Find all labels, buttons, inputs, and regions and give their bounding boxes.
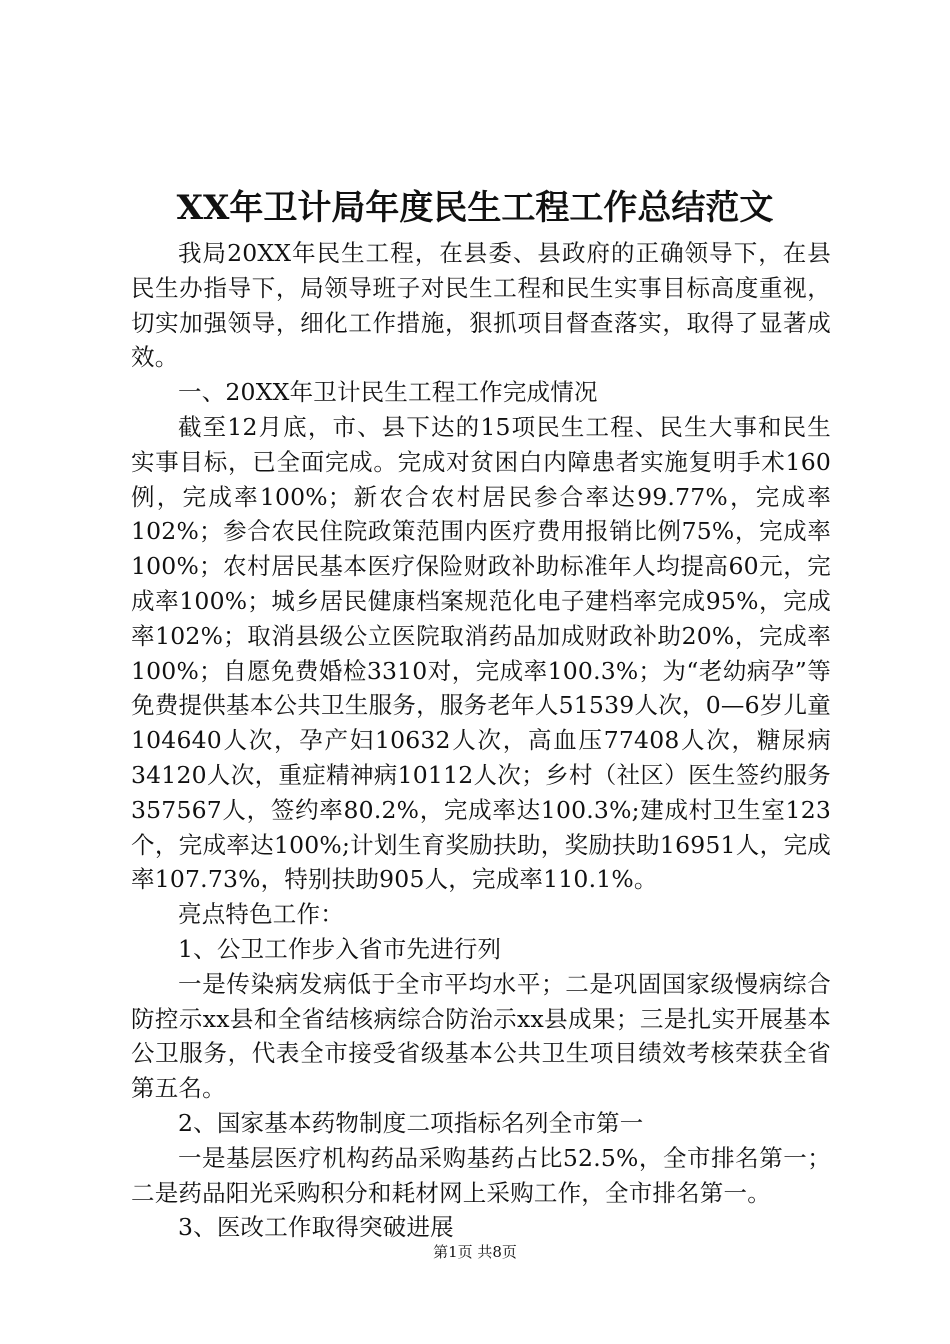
paragraph-intro: 我局20XX年民生工程，在县委、县政府的正确领导下，在县民生办指导下，局领导班子对民生工程和民生实事目标高度重视，切实加强领导，细化工作措施，狠抓项目督查落实，取得了显著成效。 xyxy=(131,239,831,372)
subheading-3: 3、医改工作取得突破进展 xyxy=(178,1213,454,1242)
document-title: XX年卫计局年度民生工程工作总结范文 xyxy=(176,188,774,228)
document-body xyxy=(131,236,831,1245)
page-number-footer: 第1页 共8页 xyxy=(433,1243,517,1261)
paragraph-drug-system: 一是基层医疗机构药品采购基药占比52.5%，全市排名第一；二是药品阳光采购积分和耗材网上采购工作，全市排名第一。 xyxy=(131,1143,831,1207)
section-heading-highlights: 亮点特色工作： xyxy=(178,900,344,929)
subheading-1: 1、公卫工作步入省市先进行列 xyxy=(178,934,502,963)
paragraph-public-health: 一是传染病发病低于全市平均水平；二是巩固国家级慢病综合防控示xx县和全省结核病综合防治示xx县成果；三是扎实开展基本公卫服务，代表全市接受省级基本公共卫生项目绩效考核荣获全省第五名。 xyxy=(131,969,831,1103)
section-heading-1: 一、20XX年卫计民生工程工作完成情况 xyxy=(178,378,598,407)
paragraph-completion: 截至12月底，市、县下达的15项民生工程、民生大事和民生实事目标，已全面完成。完成对贫困白内障患者实施复明手术160例，完成率100%；新农合农村居民参合率达99.77%，完成率102%；参合农民住院政策范围内医疗费用报销比例75%，完成率100%；农村居民基本医疗保险财政补助标准年人均提高60元，完成率100%；城乡居民健康档案规范化电子建档率完成95%，完成率102%；取消县级公立医院取消药品加成财政补助20%，完成率100%；自愿免费婚检3310对，完成率100.3%；为“老幼病孕”等免费提供基本公共卫生服务，服务老年人51539人次，0—6岁儿童104640人次，孕产妇10632人次，高血压77408人次，糖尿病34120人次，重症精神病10112人次；乡村（社区）医生签约服务357567人，签约率80.2%，完成率达100.3%;建成村卫生室123个，完成率达100%;计划生育奖励扶助，奖励扶助16951人，完成率107.73%，特别扶助905人，完成率110.1%。 xyxy=(131,412,831,894)
subheading-2: 2、国家基本药物制度二项指标名列全市第一 xyxy=(178,1108,644,1137)
